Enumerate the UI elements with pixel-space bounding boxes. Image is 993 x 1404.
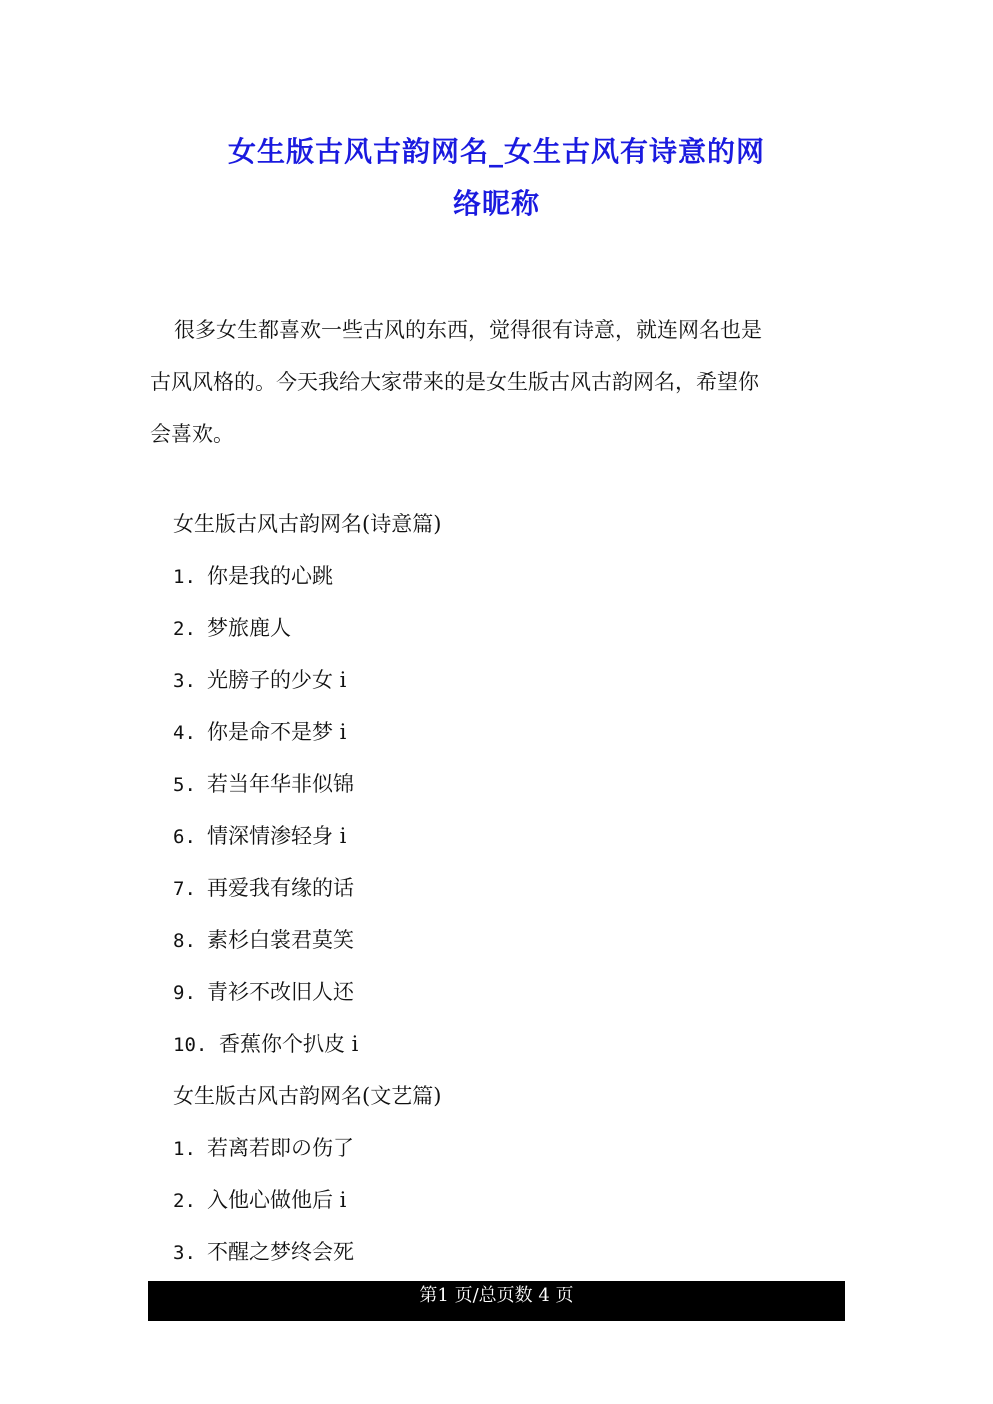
- list-item-number: 7.: [173, 878, 196, 900]
- list-item: [173, 562, 333, 591]
- list-item: [173, 1134, 354, 1163]
- list-item-text: 素杉白裳君莫笑: [207, 928, 354, 952]
- list-item-text: 光膀子的少女 i: [207, 668, 347, 692]
- title-line-1: 女生版古风古韵网名_女生古风有诗意的网: [227, 135, 765, 168]
- list-item-text: 情深情渗轻身 i: [207, 824, 347, 848]
- list-item-number: 10.: [173, 1034, 208, 1056]
- list-item: [173, 770, 354, 799]
- document-title: [150, 126, 843, 230]
- list-item-text: 若离若即の伤了: [207, 1136, 354, 1160]
- list-item-number: 2.: [173, 1190, 196, 1212]
- list-item-number: 5.: [173, 774, 196, 796]
- list-item: [173, 874, 354, 903]
- list-item: [173, 718, 346, 747]
- list-item-number: 3.: [173, 670, 196, 692]
- section-heading-literary: 女生版古风古韵网名(文艺篇): [173, 1084, 442, 1108]
- list-item-number: 4.: [173, 722, 196, 744]
- list-item: [173, 666, 346, 695]
- list-item-text: 你是命不是梦 i: [207, 720, 347, 744]
- list-item-text: 不醒之梦终会死: [207, 1240, 354, 1264]
- section-heading-poetic: 女生版古风古韵网名(诗意篇): [173, 512, 442, 536]
- list-item-text: 香蕉你个扒皮 i: [219, 1032, 359, 1056]
- list-item: [173, 978, 354, 1007]
- intro-paragraph: [150, 304, 843, 460]
- list-item-text: 再爱我有缘的话: [207, 876, 354, 900]
- list-item-number: 3.: [173, 1242, 196, 1264]
- list-item-number: 8.: [173, 930, 196, 952]
- list-item: [173, 1030, 358, 1059]
- list-item-number: 9.: [173, 982, 196, 1004]
- list-item-text: 青衫不改旧人还: [207, 980, 354, 1004]
- intro-line-1: 很多女生都喜欢一些古风的东西，觉得很有诗意，就连网名也是: [174, 318, 762, 342]
- page-counter: 第1 页/总页数 4 页: [419, 1285, 574, 1306]
- list-item: [173, 1238, 354, 1267]
- list-item-text: 梦旅鹿人: [207, 616, 291, 640]
- list-item-text: 若当年华非似锦: [207, 772, 354, 796]
- list-item-number: 2.: [173, 618, 196, 640]
- list-item: [173, 822, 346, 851]
- list-item: [173, 614, 291, 643]
- list-item-text: 入他心做他后 i: [207, 1188, 347, 1212]
- intro-line-3: 会喜欢。: [150, 422, 234, 446]
- list-item-number: 1.: [173, 566, 196, 588]
- list-item-text: 你是我的心跳: [207, 564, 333, 588]
- list-item: [173, 1186, 346, 1215]
- page-footer: [148, 1281, 845, 1321]
- list-item-number: 6.: [173, 826, 196, 848]
- list-item: [173, 926, 354, 955]
- title-line-2: 络昵称: [452, 187, 540, 220]
- intro-line-2: 古风风格的。今天我给大家带来的是女生版古风古韵网名，希望你: [150, 370, 759, 394]
- list-item-number: 1.: [173, 1138, 196, 1160]
